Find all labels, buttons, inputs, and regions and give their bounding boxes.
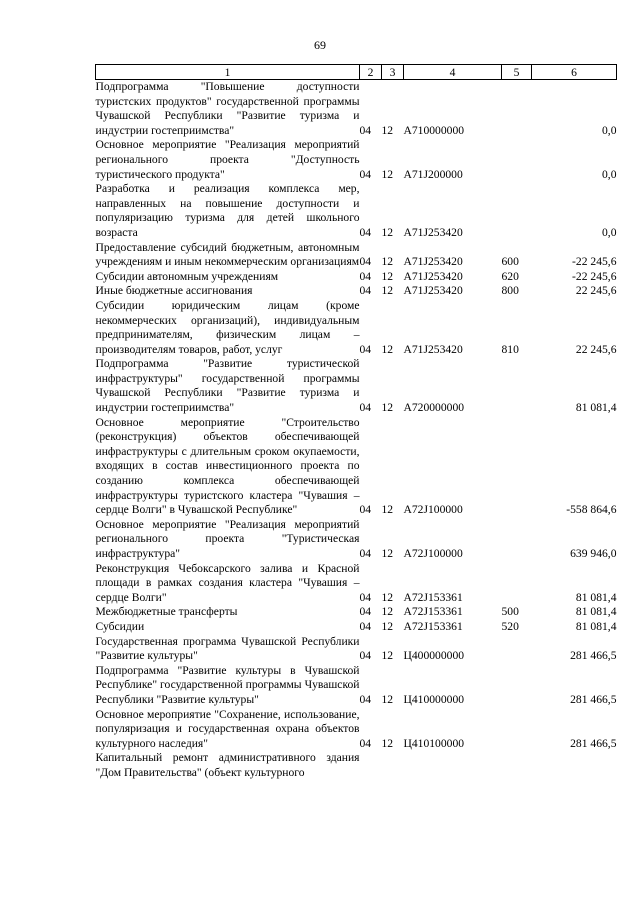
row-section-code: 04 <box>359 605 372 619</box>
row-section-code: 04 <box>359 269 372 283</box>
row-amount: 0,0 <box>602 123 617 137</box>
row-subsection-code: 12 <box>381 590 394 604</box>
table-row <box>96 562 617 606</box>
row-target-article: А72J100000 <box>403 503 463 517</box>
table-row <box>96 80 617 139</box>
row-expense-type <box>502 357 532 415</box>
row-name: Государственная программа Чувашской Республики "Развитие культуры" <box>95 634 360 663</box>
row-section-code: 04 <box>359 503 372 517</box>
row-section-code: 04 <box>359 590 372 604</box>
row-target-article: А72J153361 <box>403 590 463 604</box>
row-name: Основное мероприятие "Сохранение, использование, популяризация и государственная охрана объектов культурного наследия" <box>95 707 360 750</box>
row-expense-type <box>502 562 532 606</box>
row-amount: 81 081,4 <box>575 605 617 619</box>
row-section-code: 04 <box>359 167 372 181</box>
row-target-article: А71J253420 <box>403 342 463 356</box>
row-name: Субсидии <box>95 619 145 633</box>
table-row <box>96 708 617 752</box>
row-target-article: Ц410000000 <box>403 692 465 706</box>
row-name: Разработка и реализация комплекса мер, направленных на повышение доступности и популяризацию туризма для детей школьного возраста <box>95 182 360 239</box>
row-name: Подпрограмма "Развитие культуры в Чувашской Республике" государственной программы Чувашской Республики "Развитие культуры" <box>95 663 360 706</box>
row-name: Основное мероприятие "Строительство (реконструкция) объектов обеспечивающей инфраструктуры с длительным сроком окупаемости, входящих в состав инвестиционного проекта по созданию комплекса обеспечивающей инфраструктуры туристского кластера "Чувашия – сердце Волги" в Чувашской Республике" <box>95 415 360 517</box>
row-amount: 22 245,6 <box>575 342 617 356</box>
row-target-article <box>404 751 502 780</box>
row-section-code: 04 <box>359 547 372 560</box>
row-expense-type: 810 <box>501 342 519 356</box>
table-row <box>96 299 617 357</box>
row-amount: -558 864,6 <box>566 503 617 517</box>
table-row <box>96 138 617 182</box>
row-expense-type <box>502 664 532 708</box>
row-subsection-code: 12 <box>381 269 394 283</box>
table-row <box>96 284 617 299</box>
row-amount <box>532 751 617 780</box>
row-name: Межбюджетные трансферты <box>95 605 238 619</box>
row-subsection-code: 12 <box>381 547 394 560</box>
row-section-code: 04 <box>359 255 372 269</box>
row-target-article: А71J253420 <box>403 284 463 298</box>
row-target-article: Ц400000000 <box>403 649 465 663</box>
row-name: Основное мероприятие "Реализация мероприятий регионального проекта "Туристическая инфраструктура" <box>95 517 360 560</box>
table-row <box>96 182 617 240</box>
row-target-article: А72J100000 <box>403 547 463 560</box>
row-subsection-code: 12 <box>381 605 394 619</box>
row-expense-type <box>502 138 532 182</box>
table-row <box>96 635 617 664</box>
row-name: Подпрограмма "Развитие туристической инфраструктуры" государственной программы Чувашской Республики "Развитие туризма и индустрии гостеприимства" <box>95 357 360 415</box>
row-section-code: 04 <box>359 284 372 298</box>
row-subsection-code: 12 <box>381 503 394 517</box>
header-col-6: 6 <box>532 65 617 80</box>
row-amount: 81 081,4 <box>575 619 617 633</box>
row-amount: 0,0 <box>602 225 617 239</box>
budget-table <box>95 64 617 781</box>
row-section-code <box>360 751 382 780</box>
row-amount: -22 245,6 <box>572 255 617 269</box>
row-expense-type <box>502 751 532 780</box>
table-row <box>96 357 617 415</box>
row-name: Подпрограмма "Повышение доступности туристских продуктов" государственной программы Чувашской Республики "Развитие туризма и индустрии гостеприимства" <box>95 80 360 137</box>
row-expense-type: 520 <box>501 619 519 633</box>
row-amount: 0,0 <box>602 167 617 181</box>
row-expense-type: 620 <box>501 269 519 283</box>
header-row <box>96 65 617 80</box>
row-target-article: А72J153361 <box>403 619 463 633</box>
row-name: Реконструкция Чебоксарского залива и Красной площади в рамках создания кластера "Чувашия – сердце Волги" <box>95 561 360 604</box>
row-section-code: 04 <box>359 692 372 706</box>
table-row <box>96 620 617 635</box>
header-col-4: 4 <box>404 65 502 80</box>
row-amount: -22 245,6 <box>572 269 617 283</box>
header-col-1: 1 <box>96 65 360 80</box>
row-subsection-code: 12 <box>381 342 394 356</box>
row-expense-type <box>502 80 532 139</box>
row-subsection-code: 12 <box>381 167 394 181</box>
table-row <box>96 416 617 518</box>
row-amount: 81 081,4 <box>575 401 617 415</box>
row-target-article: А71J253420 <box>403 225 463 239</box>
row-amount: 639 946,0 <box>570 547 617 560</box>
row-section-code: 04 <box>359 736 372 750</box>
row-subsection-code: 12 <box>381 225 394 239</box>
row-target-article: А720000000 <box>403 401 465 415</box>
row-target-article: Ц410100000 <box>403 736 465 750</box>
row-expense-type <box>502 518 532 562</box>
row-name: Предоставление субсидий бюджетным, автономным учреждениям и иным некоммерческим организациям <box>95 240 360 269</box>
header-col-3: 3 <box>382 65 404 80</box>
row-expense-type: 500 <box>501 605 519 619</box>
row-name: Основное мероприятие "Реализация мероприятий регионального проекта "Доступность туристического продукта" <box>95 138 360 181</box>
row-subsection-code: 12 <box>381 123 394 137</box>
table-row <box>96 518 617 562</box>
row-subsection-code: 12 <box>381 401 394 415</box>
row-target-article: А71J200000 <box>403 167 463 181</box>
row-name: Иные бюджетные ассигнования <box>95 284 253 298</box>
row-target-article: А71J253420 <box>403 269 463 283</box>
page-number: 69 <box>314 38 326 52</box>
row-amount: 281 466,5 <box>570 736 617 750</box>
table-body <box>96 80 617 781</box>
row-expense-type: 600 <box>501 255 519 269</box>
row-name: Субсидии юридическим лицам (кроме некоммерческих организаций), индивидуальным предпринимателям, физическим лицам – производителям товаров, работ, услуг <box>95 298 360 356</box>
header-col-5: 5 <box>502 65 532 80</box>
table-row <box>96 751 617 780</box>
row-name: Субсидии автономным учреждениям <box>95 269 279 283</box>
row-subsection-code: 12 <box>381 255 394 269</box>
row-subsection-code: 12 <box>381 619 394 633</box>
row-expense-type: 800 <box>501 284 519 298</box>
row-amount: 22 245,6 <box>575 284 617 298</box>
table-row <box>96 270 617 285</box>
row-amount: 281 466,5 <box>570 692 617 706</box>
row-subsection-code <box>382 751 404 780</box>
table-row <box>96 605 617 620</box>
row-subsection-code: 12 <box>381 692 394 706</box>
row-target-article: А710000000 <box>403 123 465 137</box>
row-expense-type <box>502 635 532 664</box>
row-subsection-code: 12 <box>381 736 394 750</box>
row-name: Капитальный ремонт административного здания "Дом Правительства" (объект культурного <box>95 751 360 779</box>
row-subsection-code: 12 <box>381 284 394 298</box>
row-expense-type <box>502 708 532 752</box>
row-expense-type <box>502 182 532 240</box>
row-expense-type <box>502 416 532 518</box>
row-section-code: 04 <box>359 649 372 663</box>
row-section-code: 04 <box>359 225 372 239</box>
row-target-article: А72J153361 <box>403 605 463 619</box>
row-section-code: 04 <box>359 342 372 356</box>
row-subsection-code: 12 <box>381 649 394 663</box>
table-row <box>96 241 617 270</box>
row-target-article: А71J253420 <box>403 255 463 269</box>
row-section-code: 04 <box>359 401 372 415</box>
row-amount: 81 081,4 <box>575 590 617 604</box>
row-amount: 281 466,5 <box>570 649 617 663</box>
header-col-2: 2 <box>360 65 382 80</box>
row-section-code: 04 <box>359 123 372 137</box>
row-section-code: 04 <box>359 619 372 633</box>
table-row <box>96 664 617 708</box>
